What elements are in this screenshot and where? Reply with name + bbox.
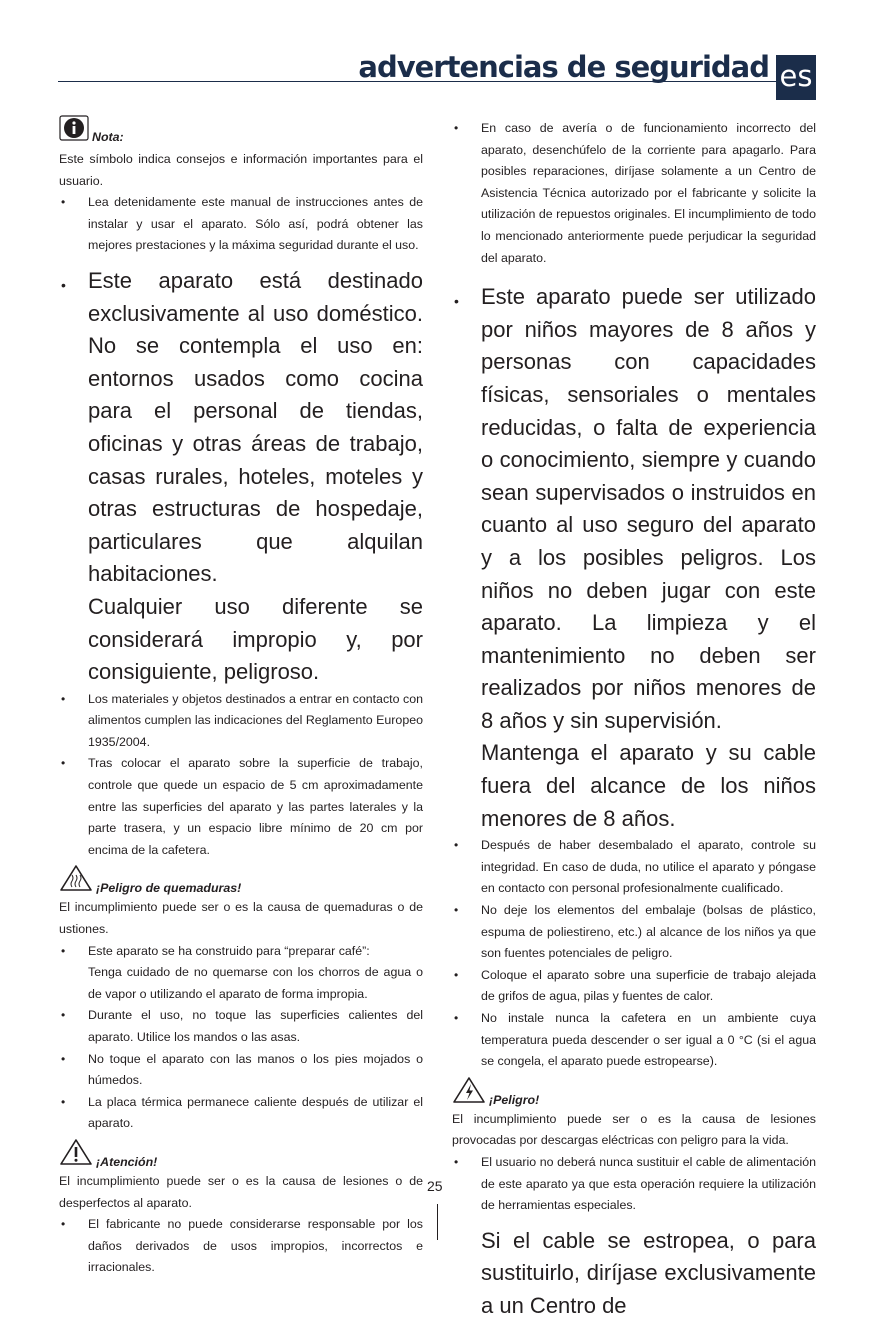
malfunction-list [452, 118, 816, 269]
children-warning-continuation: Mantenga el aparato y su cable fuera del alcance de los niños menores de 8 años. [481, 740, 816, 831]
burns-heading [59, 869, 423, 897]
note-label: Nota: [92, 130, 124, 144]
list-item-line: • Este aparato se ha construido para “preparar café”: [88, 943, 370, 958]
warning-icon [59, 1138, 93, 1171]
list-item: • El usuario no deberá nunca sustituir el cable de alimentación de este aparato ya que esta operación requiere la utilización de herramientas especiales. [452, 1152, 816, 1217]
danger-heading [452, 1081, 816, 1109]
right-column [452, 118, 816, 1323]
page-title: advertencias de seguridad [358, 50, 769, 84]
note-heading [59, 118, 423, 146]
list-item: • La placa térmica permanece caliente después de utilizar el aparato. [59, 1092, 423, 1135]
info-icon [59, 115, 89, 146]
domestic-use-list [59, 265, 423, 591]
page-number: 25 [427, 1178, 443, 1194]
footer-rule [437, 1204, 438, 1240]
attention-intro: El incumplimiento puede ser o es la causa de lesiones o de desperfectos al aparato. [59, 1173, 423, 1210]
installation-list [452, 835, 816, 1073]
attention-heading [59, 1143, 423, 1171]
electric-shock-warning-icon [452, 1076, 486, 1109]
general-list [59, 689, 423, 862]
list-item: • Tras colocar el aparato sobre la superficie de trabajo, controle que quede un espacio de 5 cm aproximadamente entre las superficies del aparato y las partes laterales y la parte trasera, y un espacio libre mínimo de 20 cm por encima de la cafetera. [59, 753, 423, 861]
list-item-line: Tenga cuidado de no quemarse con los chorros de agua o de vapor o utilizando el aparato de forma impropia. [88, 965, 423, 1001]
left-column [59, 118, 423, 1279]
danger-list [452, 1152, 816, 1217]
note-list [59, 192, 423, 257]
attention-label: ¡Atención! [96, 1154, 158, 1169]
children-list [452, 281, 816, 737]
list-item: • En caso de avería o de funcionamiento incorrecto del aparato, desenchúfelo de la corriente para apagarlo. Para posibles reparaciones, diríjase solamente a un Centro de Asistencia Técnica autorizado por el fabricante y solicite la utilización de repuestos originales. El incumplimiento de todo lo mencionado anteriormente puede perjudicar la seguridad del aparato. [452, 118, 816, 269]
danger-continuation: Si el cable se estropea, o para sustituirlo, diríjase exclusivamente a un Centro de [481, 1227, 816, 1318]
domestic-use-continuation: Cualquier uso diferente se considerará impropio y, por consiguiente, peligroso. [88, 593, 423, 685]
children-warning: • Este aparato puede ser utilizado por niños mayores de 8 años y personas con capacidades físicas, sensoriales o mentales reducidas, o falta de experiencia o conocimiento, siempre y cuando sean supervisados o instruidos en cuanto al uso seguro del aparato y a los posibles peligros. Los niños no deben jugar con este aparato. La limpieza y el mantenimiento no deben ser realizados por niños menores de 8 años y sin supervisión. [452, 281, 816, 737]
note-intro: Este símbolo indica consejos e información importantes para el usuario. [59, 152, 423, 188]
list-item: • Coloque el aparato sobre una superficie de trabajo alejada de grifos de agua, pilas y fuentes de calor. [452, 965, 816, 1008]
attention-list [59, 1214, 423, 1279]
list-item [59, 941, 423, 1006]
danger-label: ¡Peligro! [489, 1092, 540, 1107]
danger-intro: El incumplimiento puede ser o es la causa de lesiones provocadas por descargas eléctricas con peligro para la vida. [452, 1111, 816, 1148]
list-item: • Lea detenidamente este manual de instrucciones antes de instalar y usar el aparato. Sólo así, podrá obtener las mejores prestaciones y la máxima seguridad durante el uso. [59, 192, 423, 257]
burns-label: ¡Peligro de quemaduras! [96, 881, 242, 896]
burns-intro: El incumplimiento puede ser o es la causa de quemaduras o de ustiones. [59, 900, 423, 937]
domestic-use-warning: • Este aparato está destinado exclusivamente al uso doméstico. No se contempla el uso en: entornos usados como cocina para el personal de tiendas, oficinas y otras áreas de trabajo, casas rurales, hoteles, moteles y otras estructuras de hospedaje, particulares que alquilan habitaciones. [59, 265, 423, 591]
list-item: • No toque el aparato con las manos o los pies mojados o húmedos. [59, 1049, 423, 1092]
list-item: • Durante el uso, no toque las superficies calientes del aparato. Utilice los mandos o las asas. [59, 1005, 423, 1048]
list-item: • Después de haber desembalado el aparato, controle su integridad. En caso de duda, no utilice el aparato y póngase en contacto con personal profesionalmente cualificado. [452, 835, 816, 900]
hot-surface-warning-icon [59, 864, 93, 897]
list-item: • Los materiales y objetos destinados a entrar en contacto con alimentos cumplen las indicaciones del Reglamento Europeo 1935/2004. [59, 689, 423, 754]
language-badge: es [776, 55, 816, 100]
list-item: • No deje los elementos del embalaje (bolsas de plástico, espuma de poliestireno, etc.) al alcance de los niños ya que son fuentes potenciales de peligro. [452, 900, 816, 965]
list-item: • No instale nunca la cafetera en un ambiente cuya temperatura pueda descender o ser igual a 0 °C (si el agua se congela, el aparato puede estropearse). [452, 1008, 816, 1073]
burns-list [59, 941, 423, 1135]
list-item: • El fabricante no puede considerarse responsable por los daños derivados de usos impropios, incorrectos e irracionales. [59, 1214, 423, 1279]
